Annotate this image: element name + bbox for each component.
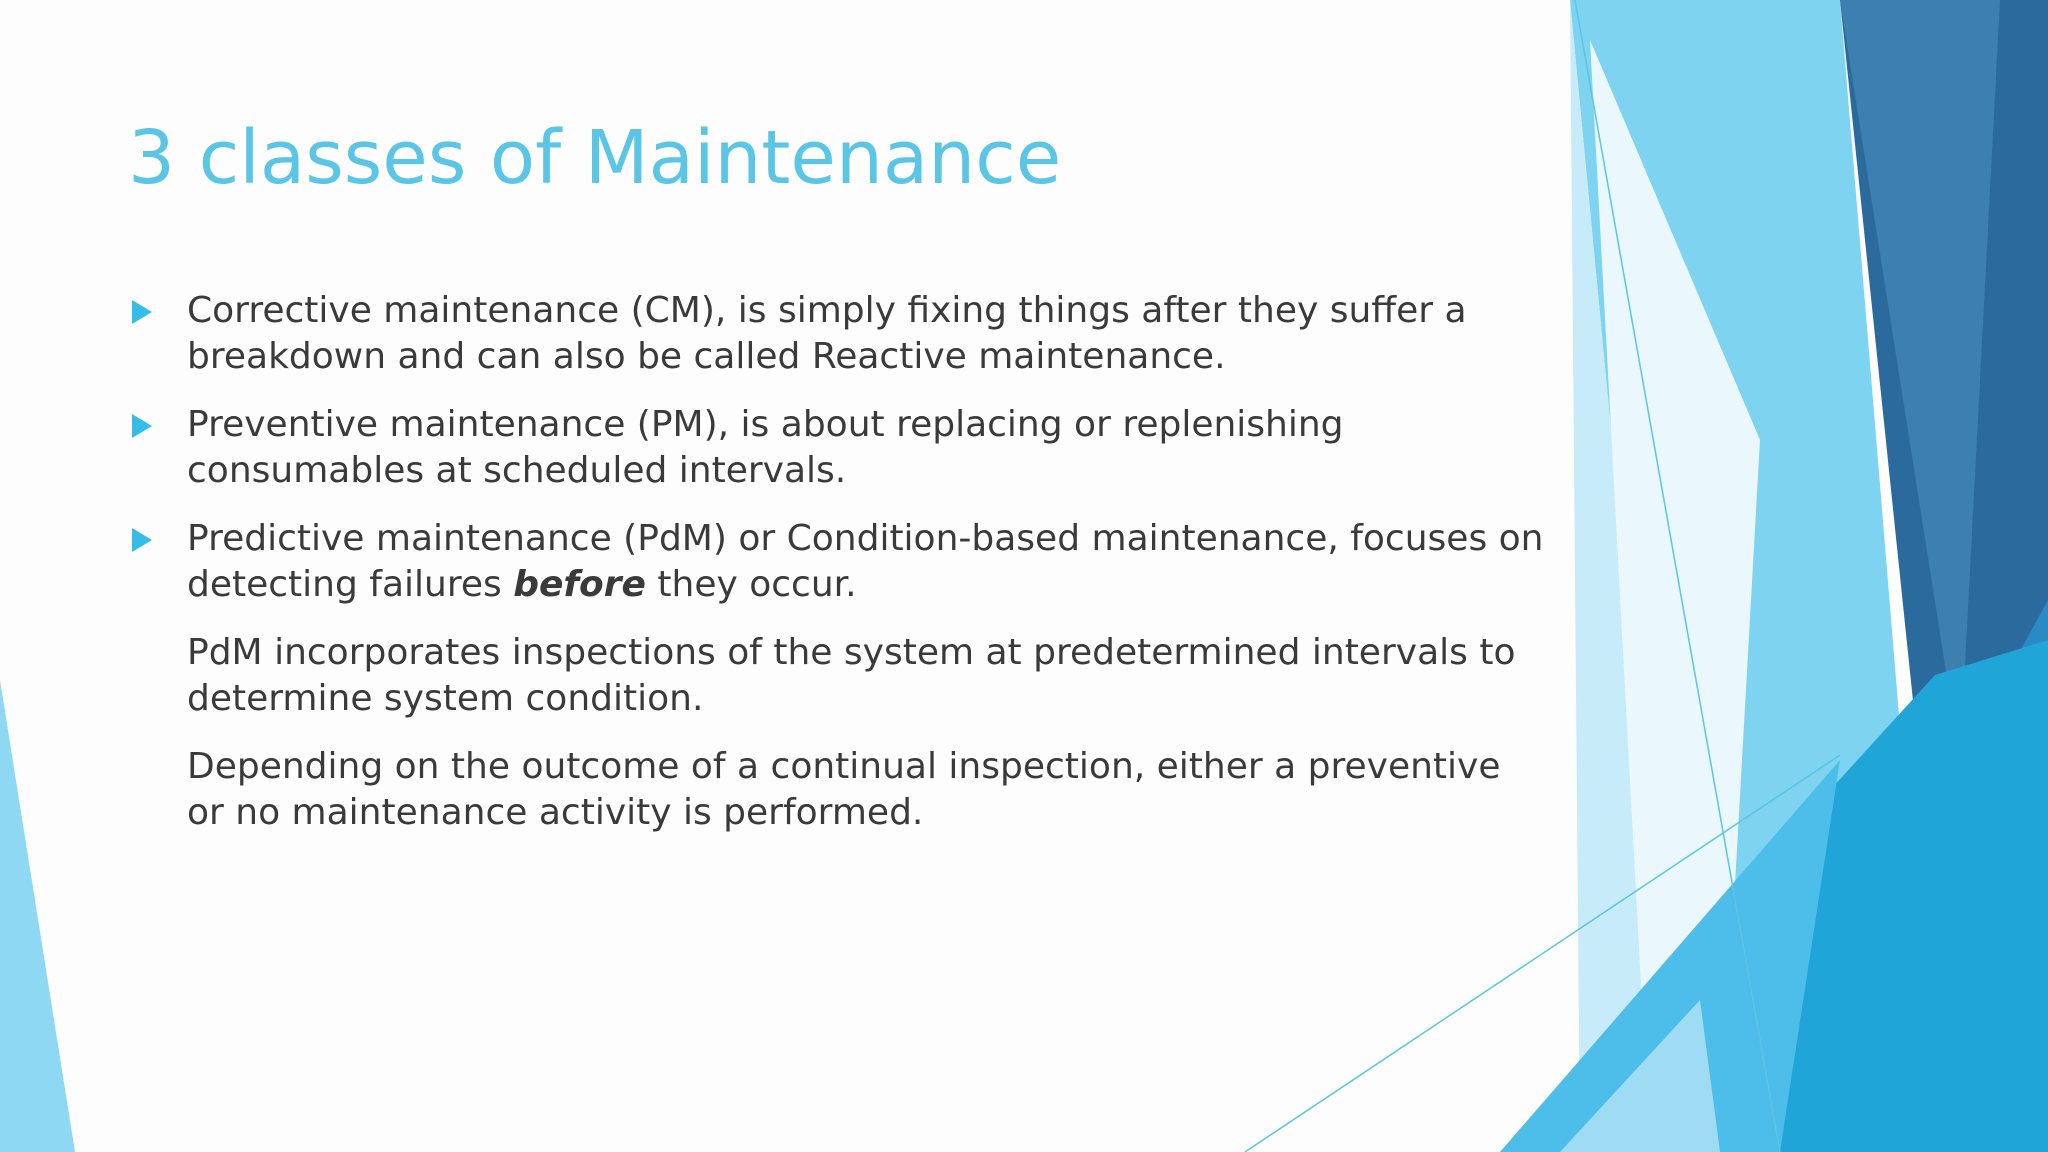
left-edge-shape [0,680,75,1152]
bullet-text: Preventive maintenance (PM), is about replacing or replenishing consumables at scheduled intervals. [187,404,1344,491]
triangle-bullet-icon [132,300,152,324]
bullet-text: Corrective maintenance (CM), is simply fixing things after they suffer a breakdown and can also be called Reactive maintenance. [187,290,1467,377]
paragraph-text: PdM incorporates inspections of the system at predetermined intervals to determine system condition. [187,632,1516,719]
triangle-bullet-icon [132,414,152,438]
bullet-text-start: Predictive maintenance (PdM) or Condition-based maintenance, focuses on detecting failures [187,518,1544,605]
paragraph-inspection-outcome [128,744,1548,836]
slide-title: 3 classes of Maintenance [128,115,1062,201]
bullet-item-corrective [128,288,1548,380]
bullet-item-predictive [128,516,1548,608]
bullet-text-emphasis: before [513,564,646,605]
bullet-text-end: they occur. [645,564,857,605]
slide-body [128,288,1548,858]
triangle-bullet-icon [132,528,152,552]
paragraph-text: Depending on the outcome of a continual inspection, either a preventive or no maintenance activity is performed. [187,746,1501,833]
paragraph-pdm-inspections [128,630,1548,722]
bullet-item-preventive [128,402,1548,494]
